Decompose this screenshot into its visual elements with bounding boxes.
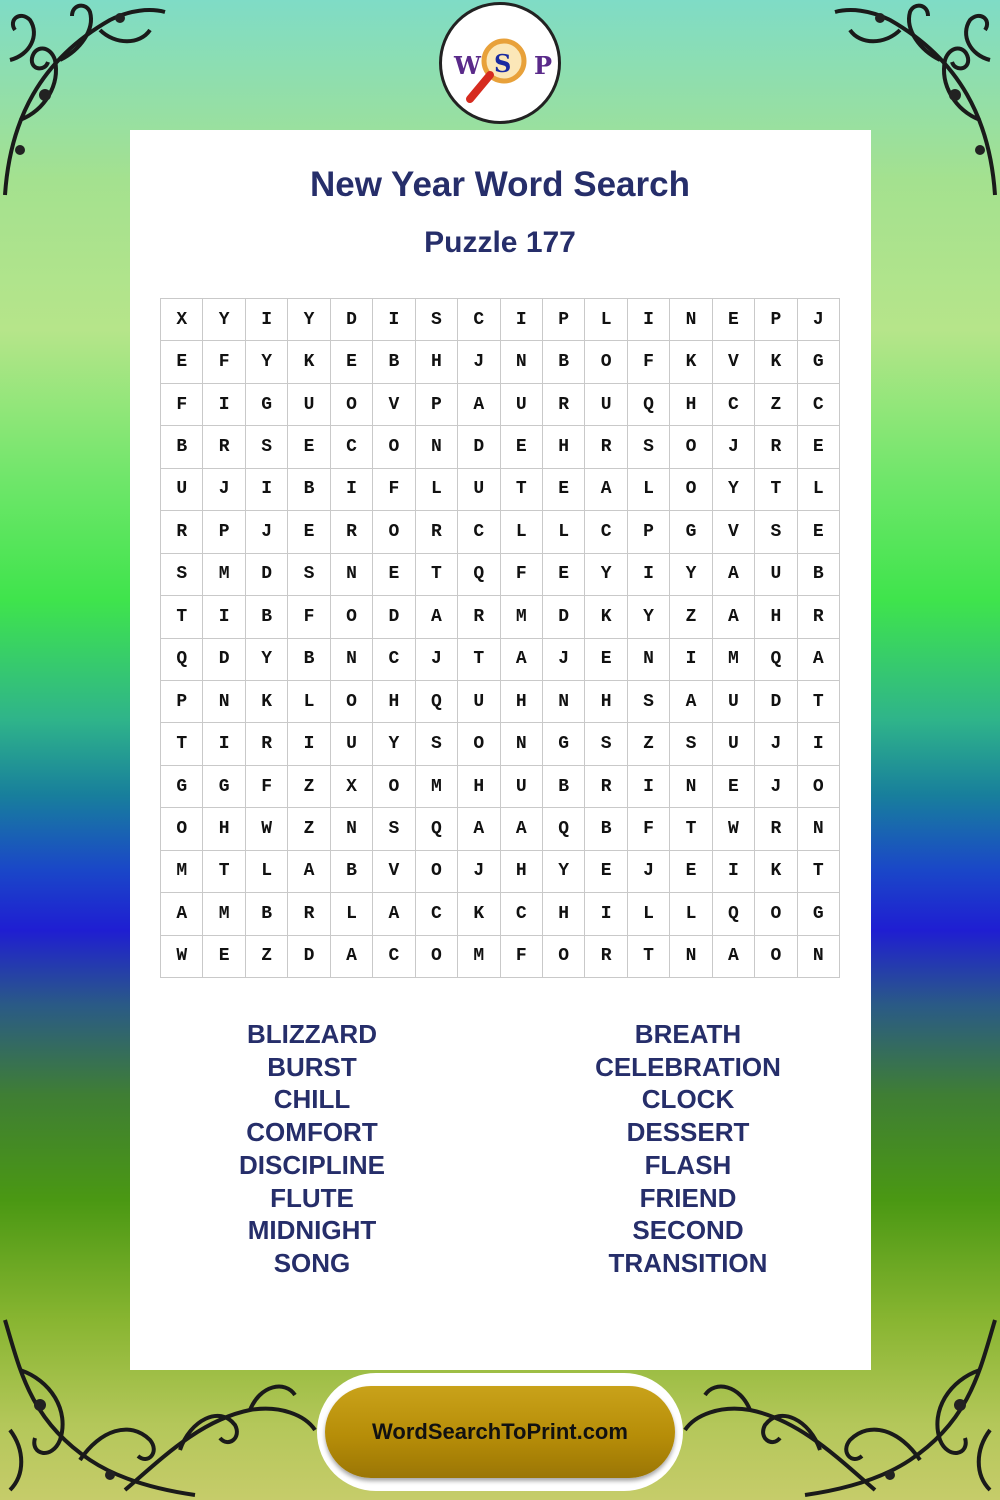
grid-cell[interactable]: Z — [288, 766, 330, 808]
grid-cell[interactable]: N — [416, 426, 458, 468]
grid-cell[interactable]: O — [543, 936, 585, 978]
grid-cell[interactable]: Z — [628, 723, 670, 765]
grid-cell[interactable]: K — [755, 851, 797, 893]
grid-cell[interactable]: P — [755, 299, 797, 341]
grid-cell[interactable]: A — [458, 384, 500, 426]
grid-cell[interactable]: C — [585, 511, 627, 553]
grid-cell[interactable]: U — [458, 469, 500, 511]
grid-cell[interactable]: H — [543, 893, 585, 935]
grid-cell[interactable]: F — [203, 341, 245, 383]
grid-cell[interactable]: A — [713, 596, 755, 638]
grid-cell[interactable]: Q — [543, 808, 585, 850]
grid-cell[interactable]: B — [543, 766, 585, 808]
grid-cell[interactable]: D — [373, 596, 415, 638]
grid-cell[interactable]: S — [755, 511, 797, 553]
grid-cell[interactable]: B — [373, 341, 415, 383]
grid-cell[interactable]: T — [416, 554, 458, 596]
grid-cell[interactable]: G — [798, 341, 840, 383]
grid-cell[interactable]: O — [798, 766, 840, 808]
grid-cell[interactable]: A — [458, 808, 500, 850]
grid-cell[interactable]: F — [161, 384, 203, 426]
word-list-item: CELEBRATION — [595, 1051, 781, 1082]
grid-cell[interactable]: M — [416, 766, 458, 808]
word-list-item: FRIEND — [639, 1182, 737, 1213]
grid-cell[interactable]: Y — [246, 639, 288, 681]
grid-cell[interactable]: Y — [628, 596, 670, 638]
logo-letter-w: W — [454, 51, 481, 80]
grid-cell[interactable]: W — [246, 808, 288, 850]
grid-cell[interactable]: J — [755, 723, 797, 765]
grid-cell[interactable]: U — [713, 723, 755, 765]
grid-cell[interactable]: L — [288, 681, 330, 723]
grid-cell[interactable]: A — [331, 936, 373, 978]
grid-cell[interactable]: P — [203, 511, 245, 553]
grid-cell[interactable]: Q — [458, 554, 500, 596]
grid-cell[interactable]: A — [161, 893, 203, 935]
grid-cell[interactable]: R — [288, 893, 330, 935]
grid-cell[interactable]: Q — [713, 893, 755, 935]
grid-cell[interactable]: W — [713, 808, 755, 850]
grid-cell[interactable]: E — [203, 936, 245, 978]
grid-cell[interactable]: B — [331, 851, 373, 893]
grid-cell[interactable]: E — [585, 639, 627, 681]
grid-cell[interactable]: G — [203, 766, 245, 808]
grid-cell[interactable]: G — [161, 766, 203, 808]
grid-cell[interactable]: G — [798, 893, 840, 935]
grid-cell[interactable]: O — [331, 596, 373, 638]
grid-cell[interactable]: I — [373, 299, 415, 341]
grid-cell[interactable]: R — [543, 384, 585, 426]
grid-cell[interactable]: I — [628, 766, 670, 808]
grid-cell[interactable]: N — [331, 808, 373, 850]
site-url[interactable]: WordSearchToPrint.com — [372, 1419, 628, 1444]
grid-cell[interactable]: A — [713, 936, 755, 978]
grid-cell[interactable]: N — [670, 299, 712, 341]
grid-cell[interactable]: I — [628, 554, 670, 596]
grid-cell[interactable]: R — [203, 426, 245, 468]
grid-cell[interactable]: B — [798, 554, 840, 596]
grid-cell[interactable]: K — [458, 893, 500, 935]
word-list-left — [152, 1018, 472, 1280]
grid-cell[interactable]: P — [161, 681, 203, 723]
grid-cell[interactable]: T — [458, 639, 500, 681]
grid-cell[interactable]: L — [331, 893, 373, 935]
grid-cell[interactable]: S — [373, 808, 415, 850]
grid-cell[interactable]: J — [543, 639, 585, 681]
grid-cell[interactable]: I — [585, 893, 627, 935]
grid-cell[interactable]: A — [501, 808, 543, 850]
grid-cell[interactable]: V — [373, 851, 415, 893]
grid-cell[interactable]: S — [288, 554, 330, 596]
grid-cell[interactable]: E — [798, 426, 840, 468]
grid-cell[interactable]: N — [798, 936, 840, 978]
grid-cell[interactable]: Z — [288, 808, 330, 850]
word-list-right — [528, 1018, 848, 1280]
grid-cell[interactable]: B — [288, 469, 330, 511]
grid-cell[interactable]: J — [246, 511, 288, 553]
grid-cell[interactable]: A — [373, 893, 415, 935]
grid-cell[interactable]: T — [755, 469, 797, 511]
footer-banner[interactable] — [325, 1386, 675, 1478]
grid-cell[interactable]: T — [628, 936, 670, 978]
grid-cell[interactable]: E — [798, 511, 840, 553]
grid-cell[interactable]: H — [755, 596, 797, 638]
grid-cell[interactable]: U — [501, 384, 543, 426]
grid-cell[interactable]: Y — [543, 851, 585, 893]
grid-cell[interactable]: O — [331, 384, 373, 426]
grid-cell[interactable]: C — [373, 936, 415, 978]
grid-cell[interactable]: C — [458, 511, 500, 553]
grid-cell[interactable]: R — [755, 426, 797, 468]
word-list-item: BURST — [267, 1051, 357, 1082]
grid-cell[interactable]: A — [713, 554, 755, 596]
grid-cell[interactable]: U — [585, 384, 627, 426]
grid-cell[interactable]: Y — [713, 469, 755, 511]
grid-cell[interactable]: M — [713, 639, 755, 681]
grid-cell[interactable]: S — [585, 723, 627, 765]
grid-cell[interactable]: J — [798, 299, 840, 341]
grid-cell[interactable]: U — [458, 681, 500, 723]
grid-cell[interactable]: O — [755, 936, 797, 978]
grid-cell[interactable]: E — [543, 554, 585, 596]
grid-cell[interactable]: N — [628, 639, 670, 681]
grid-cell[interactable]: K — [670, 341, 712, 383]
grid-cell[interactable]: O — [585, 341, 627, 383]
grid-cell[interactable]: V — [713, 511, 755, 553]
grid-cell[interactable]: R — [161, 511, 203, 553]
grid-cell[interactable]: E — [288, 511, 330, 553]
grid-cell[interactable]: M — [501, 596, 543, 638]
ornament-bottom-center-left — [120, 1360, 320, 1500]
grid-cell[interactable]: N — [670, 766, 712, 808]
grid-cell[interactable]: C — [501, 893, 543, 935]
grid-cell[interactable]: W — [161, 936, 203, 978]
grid-cell[interactable]: O — [331, 681, 373, 723]
grid-cell[interactable]: E — [373, 554, 415, 596]
grid-cell[interactable]: M — [458, 936, 500, 978]
grid-cell[interactable]: T — [501, 469, 543, 511]
grid-cell[interactable]: E — [288, 426, 330, 468]
grid-cell[interactable]: J — [713, 426, 755, 468]
grid-cell[interactable]: B — [246, 596, 288, 638]
grid-cell[interactable]: U — [755, 554, 797, 596]
grid-cell[interactable]: D — [755, 681, 797, 723]
grid-cell[interactable]: O — [161, 808, 203, 850]
grid-cell[interactable]: O — [416, 936, 458, 978]
grid-cell[interactable]: R — [331, 511, 373, 553]
grid-cell[interactable]: I — [246, 469, 288, 511]
grid-cell[interactable]: Q — [755, 639, 797, 681]
grid-cell[interactable]: O — [373, 511, 415, 553]
grid-cell[interactable]: F — [288, 596, 330, 638]
grid-cell[interactable]: N — [331, 639, 373, 681]
grid-cell[interactable]: Y — [288, 299, 330, 341]
grid-cell[interactable]: L — [628, 469, 670, 511]
grid-cell[interactable]: K — [755, 341, 797, 383]
grid-cell[interactable]: U — [713, 681, 755, 723]
grid-cell[interactable]: N — [798, 808, 840, 850]
grid-cell[interactable]: A — [670, 681, 712, 723]
word-list-item: CHILL — [273, 1084, 351, 1115]
grid-cell[interactable]: Q — [416, 808, 458, 850]
grid-cell[interactable]: O — [670, 426, 712, 468]
word-list-item: BREATH — [634, 1019, 742, 1049]
grid-cell[interactable]: L — [246, 851, 288, 893]
grid-cell[interactable]: C — [331, 426, 373, 468]
grid-cell[interactable]: D — [458, 426, 500, 468]
grid-cell[interactable]: N — [203, 681, 245, 723]
grid-cell[interactable]: V — [373, 384, 415, 426]
grid-cell[interactable]: R — [246, 723, 288, 765]
grid-cell[interactable]: I — [628, 299, 670, 341]
grid-cell[interactable]: O — [373, 426, 415, 468]
grid-cell[interactable]: O — [670, 469, 712, 511]
grid-cell[interactable]: O — [755, 893, 797, 935]
grid-cell[interactable]: A — [585, 469, 627, 511]
grid-cell[interactable]: D — [331, 299, 373, 341]
grid-cell[interactable]: T — [670, 808, 712, 850]
grid-cell[interactable]: M — [203, 893, 245, 935]
grid-cell[interactable]: H — [543, 426, 585, 468]
ornament-bottom-center-right — [680, 1360, 880, 1500]
grid-cell[interactable]: H — [458, 766, 500, 808]
word-list-item: SECOND — [632, 1215, 744, 1246]
grid-cell[interactable]: J — [755, 766, 797, 808]
grid-cell[interactable]: P — [628, 511, 670, 553]
grid-cell[interactable]: C — [373, 639, 415, 681]
grid-cell[interactable]: A — [288, 851, 330, 893]
grid-cell[interactable]: I — [670, 639, 712, 681]
grid-cell[interactable]: Y — [246, 341, 288, 383]
grid-cell[interactable]: R — [585, 936, 627, 978]
grid-cell[interactable]: J — [203, 469, 245, 511]
grid-cell[interactable]: J — [628, 851, 670, 893]
grid-cell[interactable]: V — [713, 341, 755, 383]
grid-cell[interactable]: O — [458, 723, 500, 765]
grid-cell[interactable]: R — [585, 426, 627, 468]
grid-cell[interactable]: Y — [670, 554, 712, 596]
grid-cell[interactable]: F — [373, 469, 415, 511]
grid-cell[interactable]: L — [416, 469, 458, 511]
grid-cell[interactable]: N — [501, 723, 543, 765]
grid-cell[interactable]: I — [203, 596, 245, 638]
grid-cell[interactable]: S — [246, 426, 288, 468]
page-title: New Year Word Search — [310, 165, 690, 204]
grid-cell[interactable]: R — [458, 596, 500, 638]
grid-cell[interactable]: S — [628, 681, 670, 723]
grid-cell[interactable]: T — [798, 851, 840, 893]
grid-cell[interactable]: C — [416, 893, 458, 935]
grid-cell[interactable]: L — [543, 511, 585, 553]
grid-cell[interactable]: C — [458, 299, 500, 341]
grid-cell[interactable]: B — [543, 341, 585, 383]
grid-cell[interactable]: O — [373, 766, 415, 808]
grid-cell[interactable]: K — [246, 681, 288, 723]
grid-cell[interactable]: N — [543, 681, 585, 723]
grid-cell[interactable]: T — [161, 596, 203, 638]
grid-cell[interactable]: D — [246, 554, 288, 596]
word-list-item: DESSERT — [626, 1117, 750, 1148]
grid-cell[interactable]: U — [501, 766, 543, 808]
grid-cell[interactable]: N — [501, 341, 543, 383]
grid-cell[interactable]: Z — [670, 596, 712, 638]
grid-cell[interactable]: E — [670, 851, 712, 893]
grid-cell[interactable]: F — [501, 936, 543, 978]
grid-cell[interactable]: R — [416, 511, 458, 553]
grid-cell[interactable]: S — [416, 723, 458, 765]
grid-cell[interactable]: X — [161, 299, 203, 341]
grid-cell[interactable]: F — [628, 808, 670, 850]
grid-cell[interactable]: I — [501, 299, 543, 341]
grid-cell[interactable]: L — [798, 469, 840, 511]
puzzle-number: Puzzle 177 — [424, 226, 576, 259]
grid-cell[interactable]: X — [331, 766, 373, 808]
grid-cell[interactable]: H — [373, 681, 415, 723]
grid-cell[interactable]: E — [331, 341, 373, 383]
grid-cell[interactable]: R — [755, 808, 797, 850]
grid-cell[interactable]: Z — [755, 384, 797, 426]
grid-cell[interactable]: Q — [416, 681, 458, 723]
grid-cell[interactable]: I — [246, 299, 288, 341]
grid-cell[interactable]: U — [288, 384, 330, 426]
grid-cell[interactable]: L — [501, 511, 543, 553]
grid-cell[interactable]: R — [798, 596, 840, 638]
grid-cell[interactable]: B — [585, 808, 627, 850]
grid-cell[interactable]: S — [670, 723, 712, 765]
grid-cell[interactable]: H — [501, 851, 543, 893]
grid-cell[interactable]: G — [246, 384, 288, 426]
grid-cell[interactable]: J — [458, 341, 500, 383]
grid-cell[interactable]: I — [331, 469, 373, 511]
grid-cell[interactable]: P — [543, 299, 585, 341]
grid-cell[interactable]: N — [331, 554, 373, 596]
grid-cell[interactable]: A — [798, 639, 840, 681]
grid-cell[interactable]: J — [458, 851, 500, 893]
grid-cell[interactable]: S — [416, 299, 458, 341]
grid-cell[interactable]: H — [203, 808, 245, 850]
grid-cell[interactable]: H — [416, 341, 458, 383]
grid-cell[interactable]: C — [798, 384, 840, 426]
grid-cell[interactable]: L — [585, 299, 627, 341]
grid-cell[interactable]: U — [331, 723, 373, 765]
grid-cell[interactable]: O — [416, 851, 458, 893]
grid-cell[interactable]: D — [203, 639, 245, 681]
grid-cell[interactable]: B — [246, 893, 288, 935]
grid-cell[interactable]: Y — [203, 299, 245, 341]
grid-cell[interactable]: Y — [585, 554, 627, 596]
word-list-item: FLASH — [644, 1149, 732, 1180]
grid-cell[interactable]: R — [585, 766, 627, 808]
grid-cell[interactable]: F — [501, 554, 543, 596]
grid-cell[interactable]: E — [713, 299, 755, 341]
grid-cell[interactable]: H — [670, 384, 712, 426]
grid-cell[interactable]: I — [288, 723, 330, 765]
grid-cell[interactable]: Z — [246, 936, 288, 978]
grid-cell[interactable]: F — [246, 766, 288, 808]
grid-cell[interactable]: S — [161, 554, 203, 596]
grid-cell[interactable]: Q — [161, 639, 203, 681]
grid-cell[interactable]: M — [161, 851, 203, 893]
word-list-item: FLUTE — [270, 1182, 354, 1213]
word-list-item: BLIZZARD — [247, 1019, 377, 1049]
grid-cell[interactable]: S — [628, 426, 670, 468]
grid-cell[interactable]: E — [161, 341, 203, 383]
grid-cell[interactable]: D — [288, 936, 330, 978]
grid-cell[interactable]: M — [203, 554, 245, 596]
grid-cell[interactable]: N — [670, 936, 712, 978]
grid-cell[interactable]: L — [670, 893, 712, 935]
grid-cell[interactable]: E — [713, 766, 755, 808]
grid-cell[interactable]: I — [713, 851, 755, 893]
grid-cell[interactable]: G — [670, 511, 712, 553]
grid-cell[interactable]: G — [543, 723, 585, 765]
grid-cell[interactable]: T — [161, 723, 203, 765]
grid-cell[interactable]: E — [585, 851, 627, 893]
letter-grid — [160, 298, 840, 978]
grid-cell[interactable]: K — [585, 596, 627, 638]
grid-cell[interactable]: Q — [628, 384, 670, 426]
grid-cell[interactable]: A — [416, 596, 458, 638]
grid-cell[interactable]: B — [288, 639, 330, 681]
logo-letter-p: P — [534, 51, 553, 80]
word-list-item: MIDNIGHT — [247, 1215, 377, 1246]
word-list-item: TRANSITION — [608, 1247, 768, 1278]
grid-cell[interactable]: E — [501, 426, 543, 468]
grid-cell[interactable]: L — [628, 893, 670, 935]
grid-cell[interactable]: U — [161, 469, 203, 511]
logo-letter-s: S — [494, 49, 512, 78]
grid-cell[interactable]: H — [501, 681, 543, 723]
word-list-item: SONG — [273, 1247, 351, 1278]
grid-cell[interactable]: H — [585, 681, 627, 723]
site-logo[interactable] — [439, 2, 561, 124]
grid-cell[interactable]: Y — [373, 723, 415, 765]
word-list-item: COMFORT — [246, 1117, 378, 1148]
grid-cell[interactable]: C — [713, 384, 755, 426]
grid-cell[interactable]: E — [543, 469, 585, 511]
grid-cell[interactable]: D — [543, 596, 585, 638]
grid-cell[interactable]: F — [628, 341, 670, 383]
grid-cell[interactable]: P — [416, 384, 458, 426]
word-list-item: CLOCK — [641, 1084, 735, 1115]
grid-cell[interactable]: A — [501, 639, 543, 681]
grid-cell[interactable]: T — [798, 681, 840, 723]
word-list-item: DISCIPLINE — [239, 1149, 385, 1180]
grid-cell[interactable]: I — [203, 384, 245, 426]
grid-cell[interactable]: B — [161, 426, 203, 468]
grid-cell[interactable]: I — [798, 723, 840, 765]
grid-cell[interactable]: T — [203, 851, 245, 893]
grid-cell[interactable]: K — [288, 341, 330, 383]
grid-cell[interactable]: J — [416, 639, 458, 681]
grid-cell[interactable]: I — [203, 723, 245, 765]
